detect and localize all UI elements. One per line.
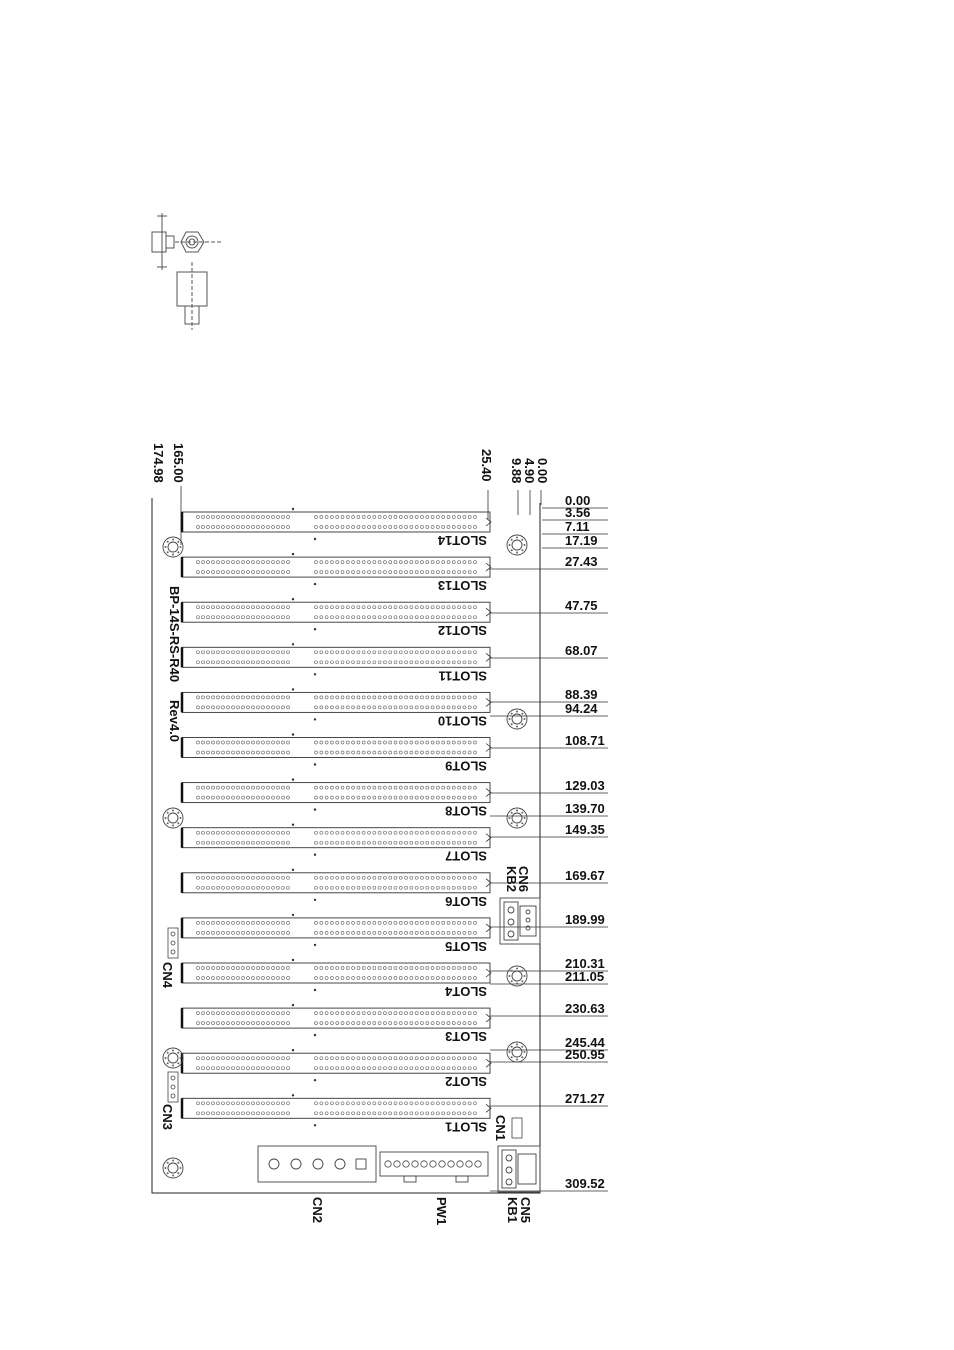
- right-dimensions: [490, 493, 608, 1191]
- slot-connector: [182, 1094, 491, 1134]
- slots: [182, 508, 491, 1135]
- slot-connector: [182, 508, 491, 548]
- right-dim-label: 88.39: [565, 687, 598, 702]
- kb2-connector: [500, 898, 540, 944]
- slot-label: SLOT9: [445, 758, 487, 774]
- right-dim-label: 27.43: [565, 554, 598, 569]
- mounting-hole: [507, 966, 527, 986]
- right-dim-label: 0.00: [565, 493, 591, 508]
- slot-label: SLOT5: [445, 938, 487, 954]
- right-dim-label: 47.75: [565, 598, 598, 613]
- right-dim-label: 189.99: [565, 912, 605, 927]
- top-dim-0-00: 0.00: [535, 458, 550, 484]
- cn4-label: CN4: [160, 962, 175, 989]
- slot-label: SLOT6: [445, 893, 487, 909]
- cn4-connector: [168, 928, 178, 958]
- slot-connector: [182, 914, 491, 954]
- mounting-hole: [507, 808, 527, 828]
- board-revision: Rev4.0: [167, 700, 182, 742]
- right-dim-label: 129.03: [565, 778, 605, 793]
- slot-connector: [182, 643, 491, 683]
- top-dim-4-90: 4.90: [522, 458, 537, 484]
- mounting-hole: [507, 709, 527, 729]
- top-dim-9-88: 9.88: [509, 458, 524, 484]
- slot-connector: [182, 688, 491, 728]
- slot-connector: [182, 778, 491, 818]
- slot-connector: [182, 869, 491, 909]
- mounting-hole: [163, 808, 183, 828]
- right-dim-label: 271.27: [565, 1091, 605, 1106]
- slot-label: SLOT1: [445, 1119, 487, 1135]
- cn3-label: CN3: [160, 1104, 175, 1131]
- mounting-hole: [507, 1042, 527, 1062]
- slot-label: SLOT13: [437, 578, 487, 594]
- top-dim-25-40: 25.40: [479, 449, 494, 482]
- slot-connector: [182, 733, 491, 773]
- right-dim-label: 169.67: [565, 868, 605, 883]
- slot-connector: [182, 598, 491, 638]
- slot-label: SLOT10: [437, 713, 487, 729]
- right-dim-label: 250.95: [565, 1047, 605, 1062]
- pw1-connector: [380, 1152, 488, 1182]
- cn1-connector: [512, 1118, 522, 1138]
- right-dim-label: 3.56: [565, 505, 591, 520]
- mounting-hole: [163, 1048, 183, 1068]
- slot-label: SLOT14: [437, 533, 487, 548]
- standoff-detail: [152, 213, 222, 330]
- mounting-hole: [163, 1158, 183, 1178]
- cn5-label: CN5: [518, 1197, 533, 1224]
- right-dim-label: 7.11: [565, 519, 590, 534]
- slot-connector: [182, 1004, 491, 1044]
- board-model: BP-14S-RS-R40: [167, 586, 182, 683]
- cn3-connector: [168, 1072, 178, 1102]
- pw1-label: PW1: [434, 1197, 449, 1226]
- mounting-hole: [507, 535, 527, 555]
- top-dim-174-98: 174.98: [151, 443, 166, 483]
- slot-label: SLOT4: [445, 984, 487, 999]
- top-dim-165-00: 165.00: [171, 443, 186, 483]
- right-dim-label: 149.35: [565, 822, 605, 837]
- right-dim-label: 17.19: [565, 533, 598, 548]
- kb2-label: KB2: [504, 866, 519, 893]
- slot-connector: [182, 824, 491, 864]
- slot-label: SLOT3: [445, 1029, 487, 1045]
- slot-connector: [182, 553, 491, 593]
- slot-label: SLOT2: [445, 1074, 487, 1090]
- cn2-label: CN2: [310, 1197, 325, 1224]
- right-dim-label: 309.52: [565, 1176, 605, 1191]
- right-dim-label: 108.71: [565, 733, 605, 748]
- right-dim-label: 139.70: [565, 801, 605, 816]
- slot-label: SLOT12: [437, 623, 487, 639]
- kb1-label: KB1: [505, 1197, 520, 1224]
- right-dim-label: 210.31: [565, 956, 605, 971]
- slot-label: SLOT7: [445, 848, 487, 864]
- slot-label: SLOT8: [445, 803, 487, 819]
- cn1-label: CN1: [493, 1115, 508, 1142]
- right-dim-label: 94.24: [565, 701, 598, 716]
- cn2-connector: [258, 1146, 376, 1182]
- slot-connector: [182, 1049, 491, 1089]
- right-dim-label: 245.44: [565, 1035, 605, 1050]
- mounting-hole: [163, 537, 183, 557]
- right-dim-label: 230.63: [565, 1001, 605, 1016]
- slot-label: SLOT11: [438, 668, 487, 684]
- slot-connector: [182, 959, 491, 999]
- right-dim-label: 68.07: [565, 643, 598, 658]
- kb1-connector: [498, 1146, 540, 1192]
- cn6-label: CN6: [516, 866, 531, 893]
- right-dim-label: 211.05: [565, 969, 605, 984]
